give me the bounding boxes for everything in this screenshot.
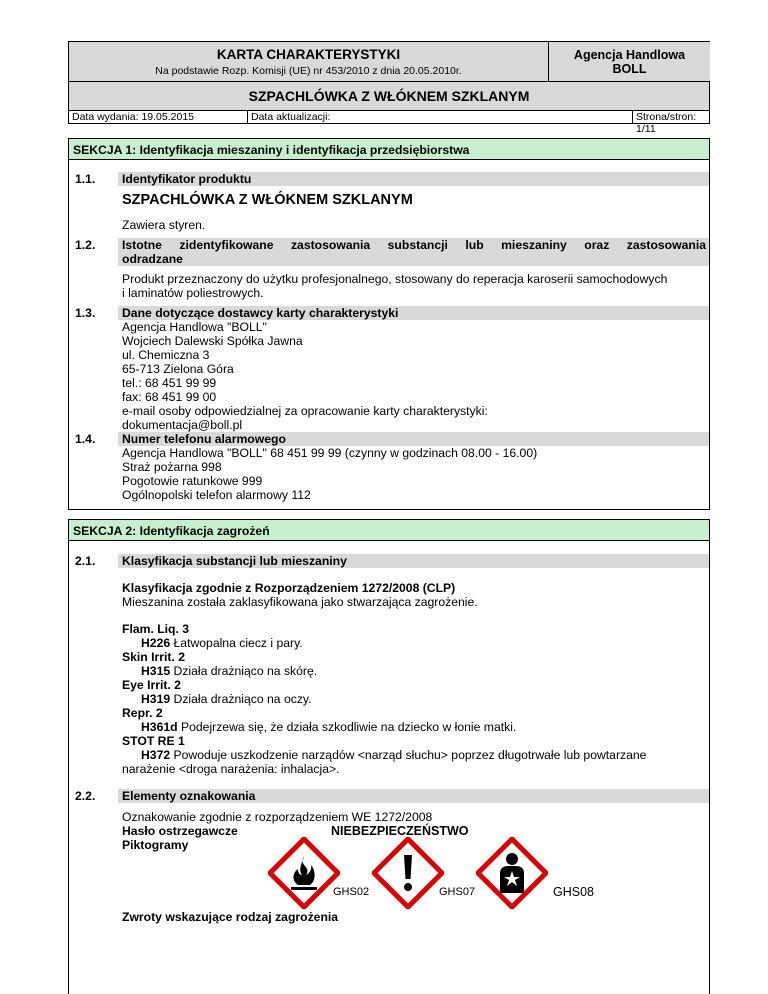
- subsection-title: Klasyfikacja substancji lub mieszaniny: [122, 554, 347, 568]
- ghs-code-label: GHS02: [333, 886, 370, 898]
- hazard-class: STOT RE 1: [122, 734, 185, 748]
- subsection-number: 1.4.: [75, 432, 96, 446]
- company-name-line1: Agencja Handlowa: [573, 48, 686, 62]
- ghs07-exclamation-icon: [372, 837, 444, 909]
- ghs-code-label: GHS08: [553, 885, 594, 899]
- subsection-number: 1.2.: [75, 238, 96, 252]
- hazard-statement: [122, 720, 706, 735]
- emergency-line: Pogotowie ratunkowe 999: [122, 474, 263, 488]
- hazard-code: H226: [141, 636, 171, 650]
- hazard-class: Eye Irrit. 2: [122, 678, 181, 692]
- subsection-title: Numer telefonu alarmowego: [122, 432, 286, 446]
- hazard-statement: [122, 692, 706, 707]
- hazard-code: H361d: [141, 720, 178, 734]
- signal-word: NIEBEZPIECZEŃSTWO: [331, 824, 469, 838]
- hazard-statements-title: Zwroty wskazujące rodzaj zagrożenia: [122, 910, 339, 924]
- hazard-statement-continuation: narażenie <droga narażenia: inhalacja>.: [122, 762, 340, 776]
- supplier-line: fax: 68 451 99 00: [122, 390, 217, 404]
- header-title-cell: [69, 42, 549, 82]
- subsection-title: Elementy oznakowania: [122, 789, 256, 803]
- supplier-line: Wojciech Dalewski Spółka Jawna: [122, 334, 303, 348]
- labelling-intro: Oznakowanie zgodnie z rozporządzeniem WE 1272/2008: [122, 810, 433, 824]
- hazard-code: H372: [141, 748, 171, 762]
- product-note: Zawiera styren.: [122, 218, 206, 232]
- hazard-text: Powoduje uszkodzenie narządów <narząd słuchu> poprzez długotrwałe lub powtarzane: [170, 748, 647, 762]
- pictograms-label: Piktogramy: [122, 838, 189, 852]
- uses-text-line: Produkt przeznaczony do użytku profesjonalnego, stosowany do reperacja karoserii samochodowych: [122, 272, 668, 286]
- supplier-line: Agencja Handlowa "BOLL": [122, 320, 267, 334]
- subsection-number: 1.3.: [75, 306, 96, 320]
- clp-text: Mieszanina została zaklasyfikowana jako stwarzająca zagrożenie.: [122, 595, 478, 609]
- supplier-line: 65-713 Zielona Góra: [122, 362, 234, 376]
- issue-date: Data wydania: 19.05.2015: [69, 111, 248, 124]
- page-number: Strona/stron: 1/11: [636, 111, 697, 135]
- hazard-text: Działa drażniąco na skórę.: [170, 664, 318, 678]
- hazard-text: Podejrzewa się, że działa szkodliwie na dziecko w łonie matki.: [177, 720, 517, 734]
- hazard-text: Działa drażniąco na oczy.: [170, 692, 312, 706]
- hazard-class: Repr. 2: [122, 706, 163, 720]
- subsection-number: 2.1.: [75, 554, 96, 568]
- product-title: SZPACHLÓWKA Z WŁÓKNEM SZKLANYM: [69, 82, 709, 111]
- section-1-title: SEKCJA 1: Identyfikacja mieszaniny i identyfikacja przedsiębiorstwa: [69, 139, 709, 160]
- hazard-code: H315: [141, 664, 171, 678]
- uses-text-line: i laminatów poliestrowych.: [122, 286, 264, 300]
- regulation-reference: Na podstawie Rozp. Komisji (UE) nr 453/2010 z dnia 20.05.2010r.: [155, 65, 462, 78]
- emergency-line: Agencja Handlowa "BOLL" 68 451 99 99 (czynny w godzinach 08.00 - 16.00): [122, 446, 538, 460]
- emergency-line: Straż pożarna 998: [122, 460, 222, 474]
- hazard-class: Flam. Liq. 3: [122, 622, 190, 636]
- emergency-line: Ogólnopolski telefon alarmowy 112: [122, 488, 311, 502]
- company-cell: [549, 42, 710, 82]
- hazard-statement: [122, 664, 706, 679]
- supplier-line: e-mail osoby odpowiedzialnej za opracowanie karty charakterystyki:: [122, 404, 488, 418]
- subsection-title-line: Istotne zidentyfikowane zastosowania substancji lub mieszaniny oraz zastosowania: [122, 238, 706, 252]
- subsection-title-line: odradzane: [122, 252, 183, 266]
- company-name-line2: BOLL: [612, 62, 647, 77]
- clp-title: Klasyfikacja zgodnie z Rozporządzeniem 1272/2008 (CLP): [122, 581, 456, 595]
- subsection-title: Dane dotyczące dostawcy karty charakterystyki: [122, 306, 399, 320]
- hazard-statement: [122, 748, 706, 763]
- supplier-email: dokumentacja@boll.pl: [122, 418, 243, 432]
- hazard-text: Łatwopalna ciecz i pary.: [170, 636, 303, 650]
- ghs08-health-hazard-icon: [476, 837, 548, 909]
- subsection-number: 1.1.: [75, 172, 96, 186]
- subsection-title: Identyfikator produktu: [122, 172, 252, 186]
- product-identifier: SZPACHLÓWKA Z WŁÓKNEM SZKLANYM: [122, 192, 413, 208]
- signal-word-label: Hasło ostrzegawcze: [122, 824, 238, 838]
- supplier-line: ul. Chemiczna 3: [122, 348, 210, 362]
- ghs02-flame-icon: [268, 837, 340, 909]
- subsection-number: 2.2.: [75, 789, 96, 803]
- update-date: Data aktualizacji:: [248, 111, 633, 124]
- section-2-title: SEKCJA 2: Identyfikacja zagrożeń: [69, 520, 709, 541]
- document-title: KARTA CHARAKTERYSTYKI: [216, 47, 401, 62]
- ghs-code-label: GHS07: [439, 886, 476, 898]
- hazard-class: Skin Irrit. 2: [122, 650, 185, 664]
- hazard-code: H319: [141, 692, 171, 706]
- document-header: [68, 41, 710, 135]
- supplier-line: tel.: 68 451 99 99: [122, 376, 217, 390]
- hazard-statement: [122, 636, 706, 651]
